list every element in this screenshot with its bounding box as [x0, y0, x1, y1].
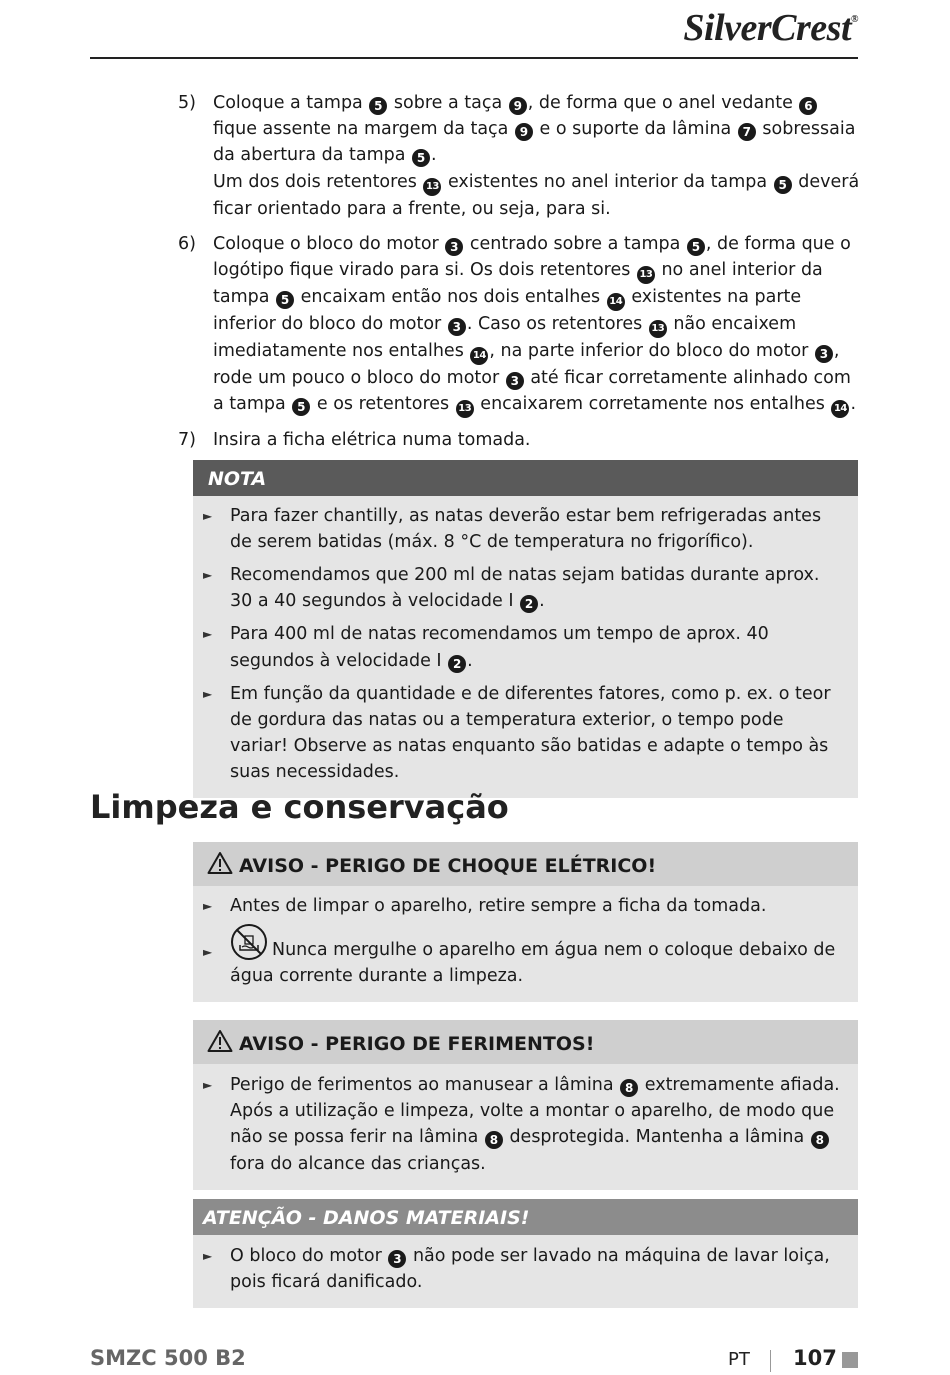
warning-injury-header	[193, 1020, 858, 1064]
list-item: ► Antes de limpar o aparelho, retire sempre a ficha da tomada.	[203, 893, 843, 919]
footer-square-icon	[842, 1352, 858, 1368]
callout-5: 5	[774, 176, 792, 194]
callout-9: 9	[515, 123, 533, 141]
bullet-arrow-icon: ►	[203, 899, 213, 913]
footer-separator	[770, 1350, 771, 1372]
callout-2: 2	[520, 595, 538, 613]
callout-13: 13	[637, 266, 655, 284]
callout-13: 13	[423, 178, 441, 196]
warning-triangle-icon	[207, 851, 233, 875]
callout-3: 3	[448, 318, 466, 336]
bullet-arrow-icon: ►	[203, 686, 213, 701]
page-number: 107	[793, 1346, 837, 1370]
footer-language: PT	[728, 1349, 750, 1370]
callout-3: 3	[445, 238, 463, 256]
attention-title: ATENÇÃO - DANOS MATERIAIS!	[193, 1199, 858, 1235]
step-number: 5)	[178, 93, 196, 113]
warning-shock-box	[193, 842, 858, 1002]
list-item: ► Para 400 ml de natas recomendamos um tempo de aprox. 40 segundos à velocidade I 2 .	[203, 621, 843, 673]
footer-model: SMZC 500 B2	[90, 1346, 246, 1370]
attention-box	[193, 1199, 858, 1308]
header-rule	[90, 57, 858, 59]
list-item: ► Para fazer chantilly, as natas deverão estar bem refrigeradas antes de serem batidas (máx. 8 °C de temperatura no frigorífico).	[203, 503, 843, 555]
step-6	[178, 231, 863, 418]
callout-8: 8	[620, 1079, 638, 1097]
warning-injury-box	[193, 1020, 858, 1190]
callout-5: 5	[276, 291, 294, 309]
callout-7: 7	[738, 123, 756, 141]
callout-14: 14	[831, 400, 849, 418]
step-text: Insira a ficha elétrica numa tomada.	[213, 430, 531, 451]
step-text: Coloque o bloco do motor 3 centrado sobre a tampa 5 , de forma que o logótipo fique virado para si. Os dois retentores 13 no anel interior da tampa 5 encaixam então nos dois entalhes 14 existentes na parte inferior do bloco do motor 3 . Caso os retentores 13 não encaixem imediatamente nos entalhes 14 , na parte inferior do bloco do motor 3 , rode um pouco o bloco do motor 3 até ficar corretamente alinhado com a tampa 5 e os retentores 13 encaixarem corretamente nos entalhes 14 .	[213, 231, 863, 418]
list-item: ► O bloco do motor 3 não pode ser lavado na máquina de lavar loiça, pois ficará danificado.	[203, 1243, 843, 1295]
callout-9: 9	[509, 97, 527, 115]
callout-8: 8	[485, 1131, 503, 1149]
step-5	[178, 90, 863, 222]
list-item: ► Recomendamos que 200 ml de natas sejam batidas durante aprox. 30 a 40 segundos à velocidade I 2 .	[203, 562, 843, 614]
brand-logo: SilverCrest®	[683, 7, 858, 49]
callout-3: 3	[506, 372, 524, 390]
callout-5: 5	[292, 398, 310, 416]
bullet-arrow-icon: ►	[203, 509, 213, 523]
note-box	[193, 460, 858, 798]
callout-5: 5	[412, 149, 430, 167]
step-number: 6)	[178, 233, 196, 254]
warning-shock-title: AVISO - PERIGO DE CHOQUE ELÉTRICO!	[239, 855, 657, 877]
callout-13: 13	[456, 400, 474, 418]
step-7	[178, 427, 863, 453]
list-item: ► Nunca mergulhe o aparelho em água nem o coloque debaixo de água corrente durante a limpeza.	[203, 923, 843, 989]
callout-3: 3	[815, 345, 833, 363]
step-number: 7)	[178, 430, 196, 451]
callout-2: 2	[448, 655, 466, 673]
bullet-arrow-icon: ►	[203, 627, 213, 642]
callout-6: 6	[799, 97, 817, 115]
warning-injury-title: AVISO - PERIGO DE FERIMENTOS!	[239, 1033, 595, 1055]
section-title: Limpeza e conservação	[90, 788, 509, 826]
list-item: ► Em função da quantidade e de diferentes fatores, como p. ex. o teor de gordura das natas ou a temperatura exterior, o tempo pode variar! Observe as natas enquanto são batidas e adapte o tempo às suas necessidades.	[203, 681, 843, 786]
callout-3: 3	[388, 1250, 406, 1268]
bullet-arrow-icon: ►	[203, 1249, 213, 1263]
list-item: ► Perigo de ferimentos ao manusear a lâmina 8 extremamente afiada. Após a utilização e limpeza, volte a montar o aparelho, de modo que não se possa ferir na lâmina 8 desprotegida. Mantenha a lâmina 8 fora do alcance das crianças.	[203, 1072, 843, 1177]
callout-5: 5	[687, 238, 705, 256]
note-title: NOTA	[193, 460, 858, 496]
bullet-arrow-icon: ►	[203, 568, 213, 583]
callout-5: 5	[369, 97, 387, 115]
no-immersion-icon	[230, 923, 268, 961]
callout-14: 14	[607, 293, 625, 311]
steps-list	[178, 90, 863, 462]
bullet-arrow-icon: ►	[203, 1078, 213, 1092]
step-text: Coloque a tampa 5 sobre a taça 9 , de forma que o anel vedante 6 fique assente na margem da taça 9 e o suporte da lâmina 7 sobressaia da abertura da tampa 5 . Um dos dois retentores 13 existentes no anel interior da tampa 5 deverá ficar orientado para a frente, ou seja, para si.	[213, 93, 860, 219]
bullet-arrow-icon: ►	[203, 945, 213, 960]
warning-triangle-icon	[207, 1029, 233, 1053]
callout-13: 13	[649, 320, 667, 338]
callout-8: 8	[811, 1131, 829, 1149]
warning-shock-header	[193, 842, 858, 886]
callout-14: 14	[470, 347, 488, 365]
